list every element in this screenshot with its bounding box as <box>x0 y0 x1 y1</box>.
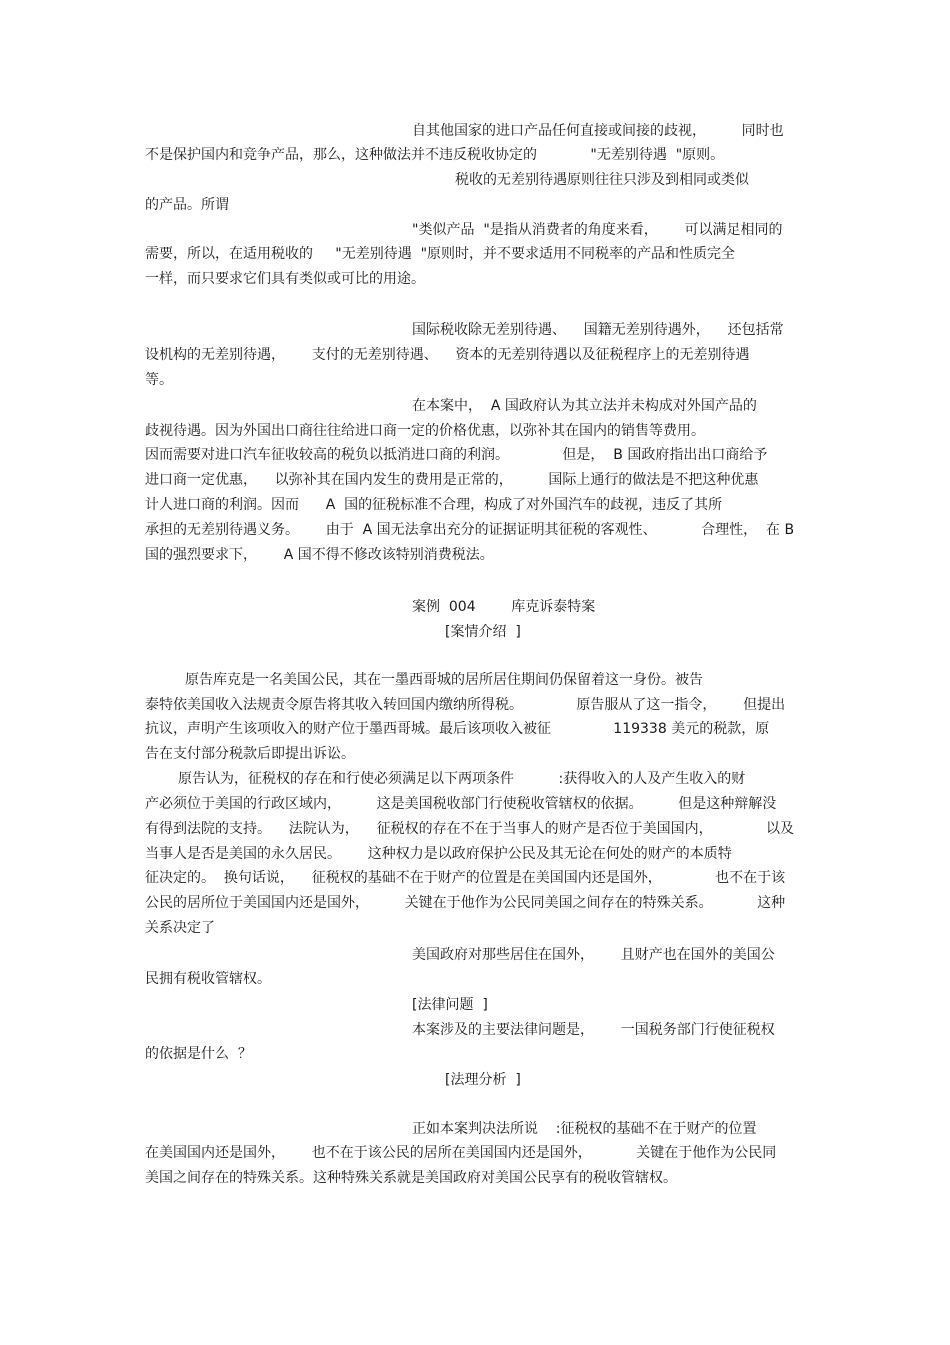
text-line: 有得到法院的支持。 法院认为， 征税权的存在不在于当事人的财产是否位于美国国内， 以及 <box>145 821 795 837</box>
text-line: 的依据是什么 ？ <box>145 1046 252 1062</box>
text-line: 等。 <box>145 372 173 388</box>
text-line: 正如本案判决法所说 :征税权的基础不在于财产的位置 <box>412 1121 757 1137</box>
text-line: 的产品。所谓 <box>145 197 229 213</box>
text-line: 一样，而只要求它们具有类似或可比的用途。 <box>145 271 425 287</box>
text-line: 美国政府对那些居住在国外， 且财产也在国外的美国公 <box>412 947 775 963</box>
text-line: 国际税收除无差别待遇、 国籍无差别待遇外， 还包括常 <box>412 322 784 338</box>
text-line: 设机构的无差别待遇， 支付的无差别待遇、 资本的无差别待遇以及征税程序上的无差别待遇 <box>145 347 750 363</box>
text-line: 计人进口商的利润。因而 A 国的征税标准不合理，构成了对外国汽车的歧视，违反了其所 <box>145 497 723 513</box>
text-line: 进口商一定优惠， 以弥补其在国内发生的费用是正常的， 国际上通行的做法是不把这种优惠 <box>145 472 759 488</box>
text-line: 美国之间存在的特殊关系。这种特殊关系就是美国政府对美国公民享有的税收管辖权。 <box>145 1170 677 1186</box>
text-line: 民拥有税收管辖权。 <box>145 971 271 987</box>
text-line: 国的强烈要求下， A 国不得不修改该特别消费税法。 <box>145 547 494 563</box>
text-line: 告在支付部分税款后即提出诉讼。 <box>145 746 355 762</box>
section-heading: [法理分析 ] <box>445 1072 521 1088</box>
case-title: 案例 004 库克诉泰特案 <box>412 599 596 615</box>
section-heading: [法律问题 ] <box>412 997 488 1013</box>
text-line: 在本案中， A 国政府认为其立法并未构成对外国产品的 <box>412 398 757 414</box>
text-line: "类似产品 "是指从消费者的角度来看， 可以满足相同的 <box>412 222 783 238</box>
text-line: 歧视待遇。因为外国出口商往往给进口商一定的价格优惠，以弥补其在国内的销售等费用。 <box>145 423 705 439</box>
text-line: 本案涉及的主要法律问题是， 一国税务部门行使征税权 <box>412 1022 775 1038</box>
text-line: 抗议，声明产生该项收入的财产位于墨西哥城。最后该项收入被征 119338 美元的税款，原 <box>145 721 770 737</box>
text-line: 不是保护国内和竞争产品，那么，这种做法并不违反税收协定的 "无差别待遇 "原则。 <box>145 147 725 163</box>
text-line: 承担的无差别待遇义务。 由于 A 国无法拿出充分的证据证明其征税的客观性、 合理性， 在 B <box>145 522 795 538</box>
text-line: 关系决定了 <box>145 920 215 936</box>
text-line: 自其他国家的进口产品任何直接或间接的歧视， 同时也 <box>412 123 784 139</box>
text-line: 需要，所以，在适用税收的 "无差别待遇 "原则时，并不要求适用不同税率的产品和性质完全 <box>145 246 736 262</box>
text-line: 在美国国内还是国外， 也不在于该公民的居所在美国国内还是国外， 关键在于他作为公民同 <box>145 1145 777 1161</box>
text-line: 当事人是否是美国的永久居民。 这种权力是以政府保护公民及其无论在何处的财产的本质特 <box>145 846 732 862</box>
text-line: 税收的无差别待遇原则往往只涉及到相同或类似 <box>455 172 749 188</box>
text-line: 产必须位于美国的行政区域内， 这是美国税收部门行使税收管辖权的依据。 但是这种辩解没 <box>145 796 777 812</box>
text-line: 因而需要对进口汽车征收较高的税负以抵消进口商的利润。 但是， B 国政府指出出口商给予 <box>145 447 768 463</box>
section-heading: [案情介绍 ] <box>445 624 521 640</box>
text-line: 原告库克是一名美国公民，其在一墨西哥城的居所居住期间仍保留着这一身份。被告 <box>185 672 703 688</box>
text-line: 公民的居所位于美国国内还是国外， 关键在于他作为公民同美国之间存在的特殊关系。 这种 <box>145 895 786 911</box>
text-line: 征决定的。 换句话说， 征税权的基础不在于财产的位置是在美国国内还是国外， 也不在于该 <box>145 870 786 886</box>
text-line: 原告认为，征税权的存在和行使必须满足以下两项条件 :获得收入的人及产生收入的财 <box>178 771 746 787</box>
text-line: 泰特依美国收入法规责令原告将其收入转回国内缴纳所得税。 原告服从了这一指令， 但提出 <box>145 697 786 713</box>
